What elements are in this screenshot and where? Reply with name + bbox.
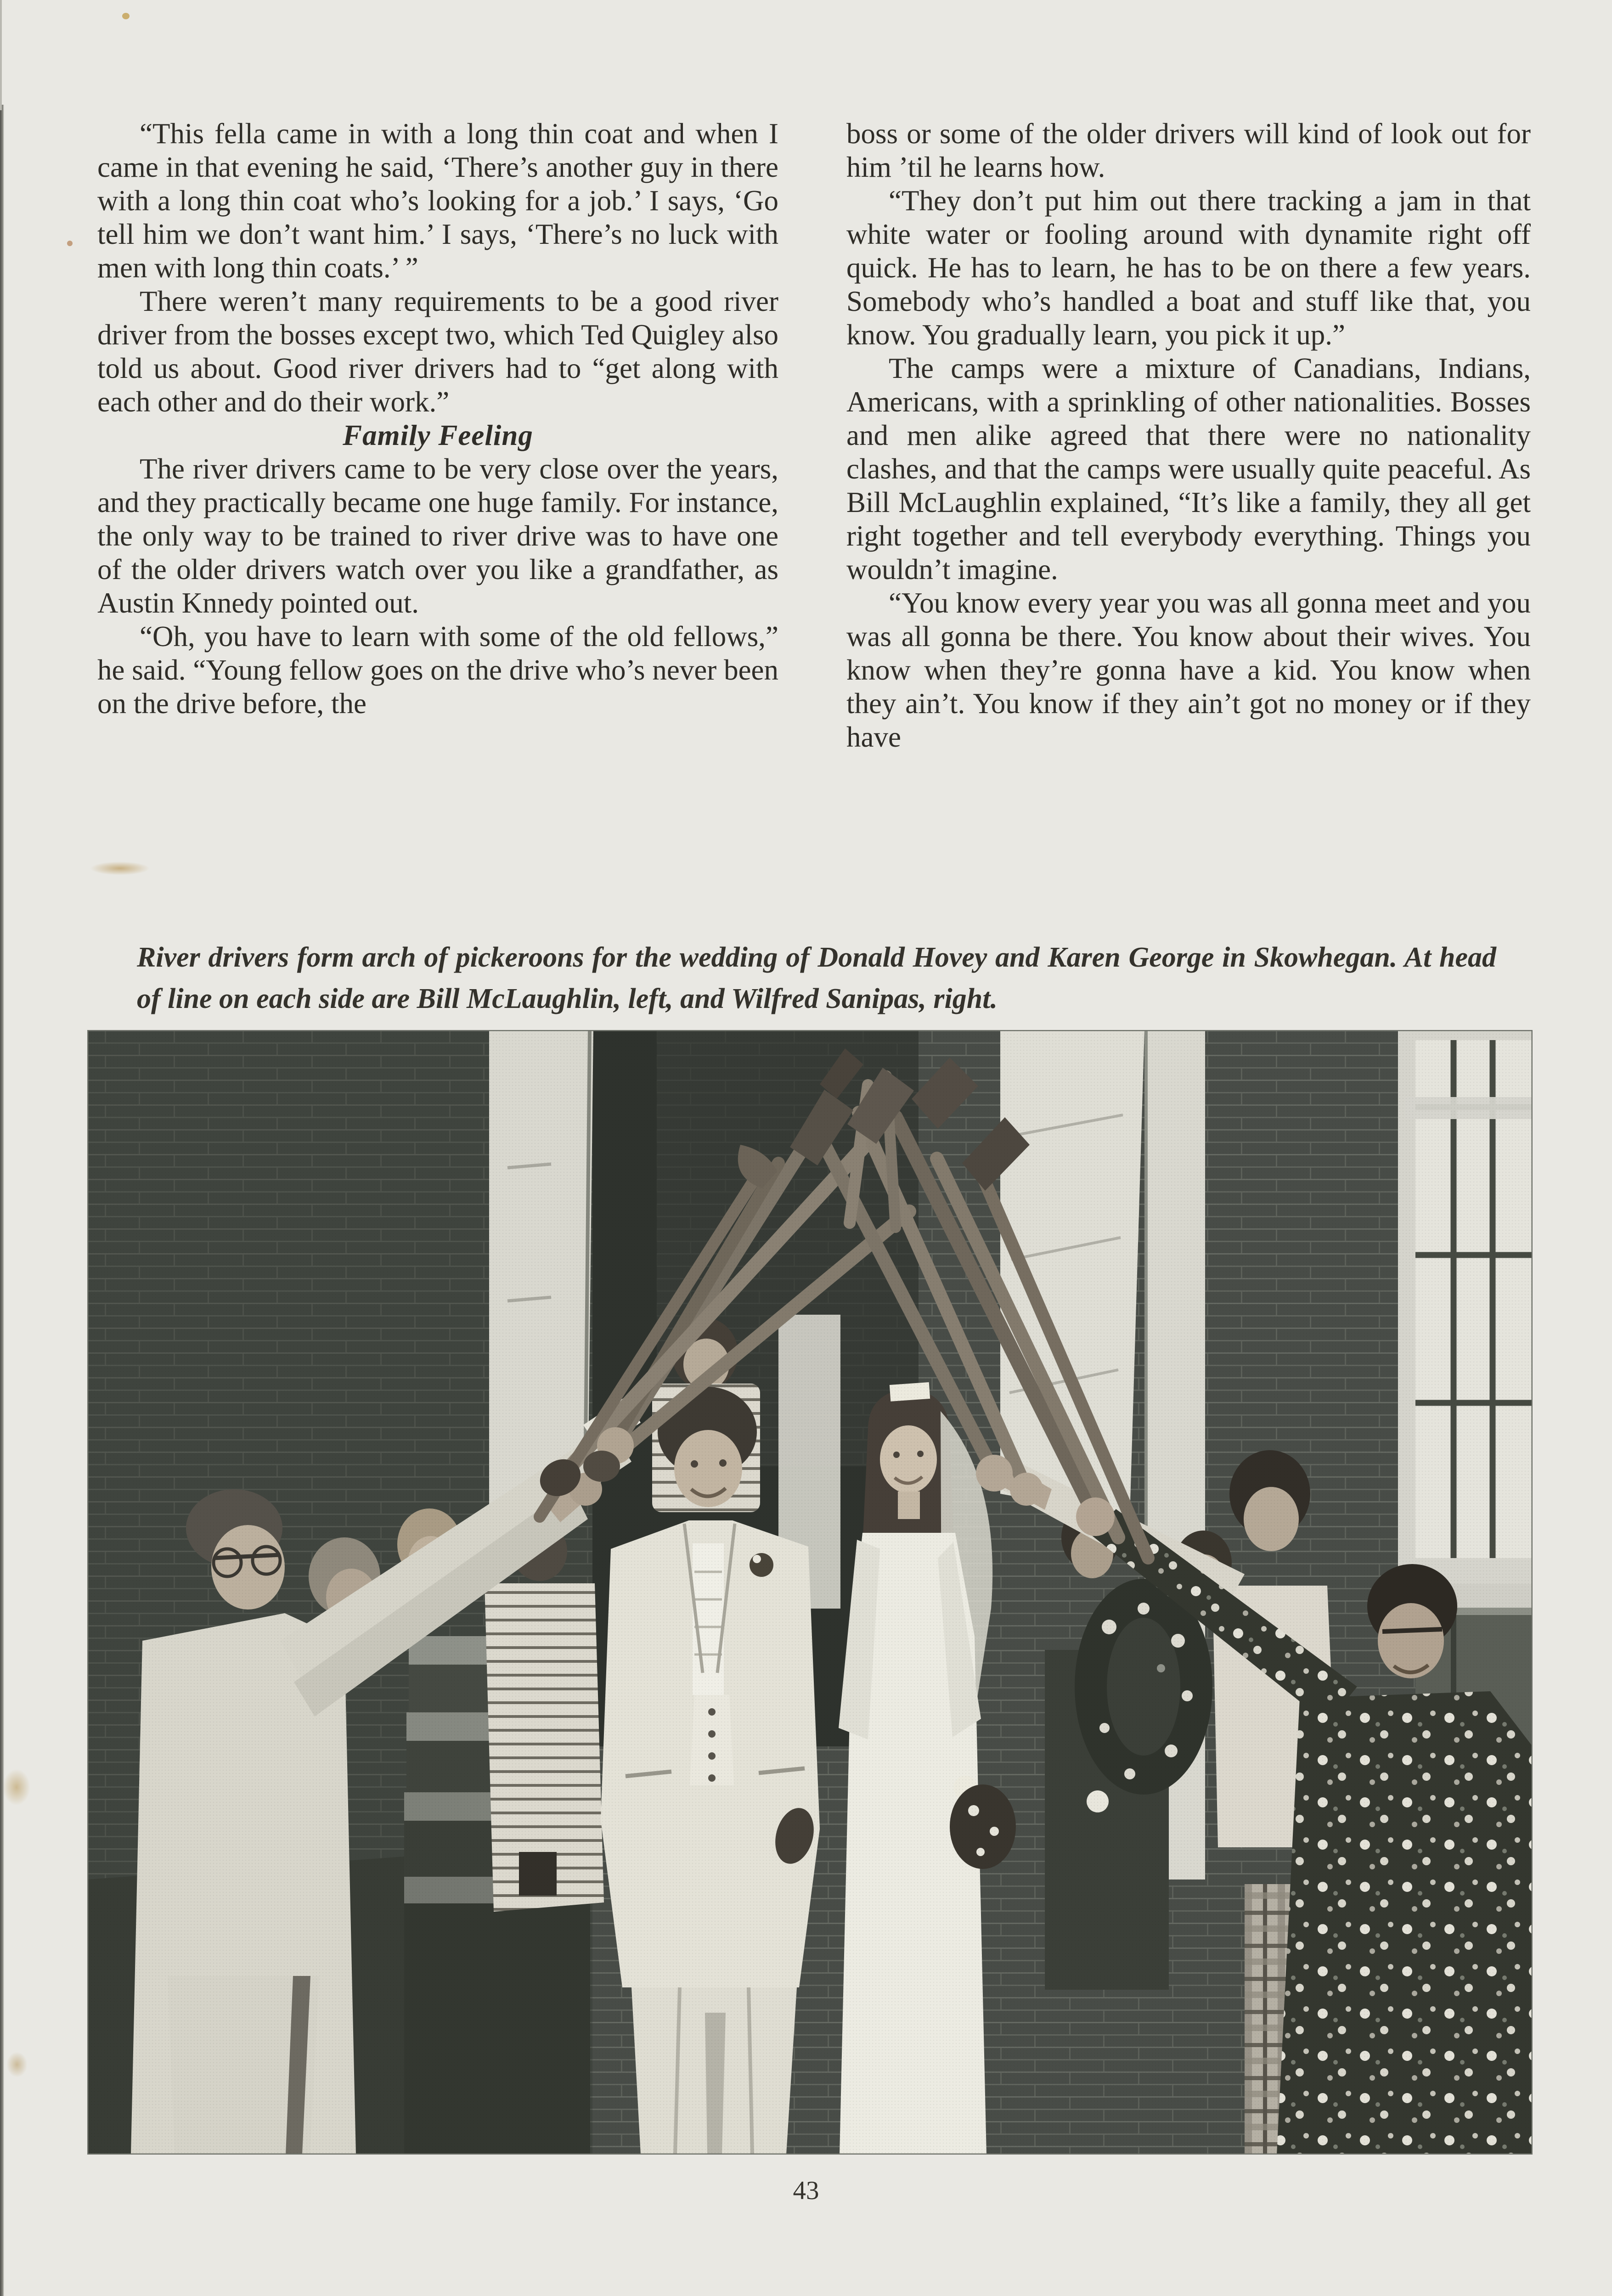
paper-stain [6, 2052, 28, 2077]
section-heading: Family Feeling [343, 419, 533, 451]
paper-speck [67, 241, 73, 246]
wedding-photo-art [87, 1030, 1533, 2155]
paper-speck [122, 13, 130, 19]
paper-stain [3, 1769, 30, 1806]
body-paragraph: “They don’t put him out there tracking a jam in that white water or fooling around with dynamite right off quick. He has to learn, he has to be on there a few years. Somebody who’s handled a boat and stuff like that, you know. You gradually learn, you pick it up.” [846, 185, 1531, 351]
body-paragraph: There weren’t many requirements to be a good river driver from the bosses except two, which Ted Quigley also told us about. Good river drivers had to “get along with each other and do their work.” [97, 285, 778, 418]
body-paragraph: The camps were a mixture of Canadians, Indians, Americans, with a sprinkling of other nationalities. Bosses and men alike agreed that there were no nationality clashes, and that the camps were usually quite peaceful. As Bill McLaughlin explained, “It’s like a family, they all get right together and tell everybody everything. Things you wouldn’t imagine. [846, 352, 1531, 585]
body-paragraph: boss or some of the older drivers will kind of look out for him ’til he learns how. [846, 118, 1531, 183]
right-column [846, 117, 1531, 754]
body-paragraph: “Oh, you have to learn with some of the old fellows,” he said. “Young fellow goes on the drive who’s never been on the drive before, the [97, 620, 778, 720]
halftone-overlay [87, 1030, 1533, 2155]
page-number: 43 [793, 2176, 819, 2205]
body-paragraph: “This fella came in with a long thin coat and when I came in that evening he said, ‘There’s another guy in there with a long thin coat who’s looking for a job.’ I says, ‘Go tell him we don’t want him.’ I says, ‘There’s no luck with men with long thin coats.’ ” [97, 118, 778, 284]
scan-edge-top [0, 0, 2, 110]
scan-edge [0, 105, 4, 2296]
body-paragraph: The river drivers came to be very close over the years, and they practically became one huge family. For instance, the only way to be trained to river drive was to have one of the older drivers watch over you like a grandfather, as Austin Knnedy pointed out. [97, 453, 778, 619]
photo-caption: River drivers form arch of pickeroons for the wedding of Donald Hovey and Karen George in Skowhegan. At head of line on each side are Bill McLaughlin, left, and Wilfred Sanipas, right. [137, 942, 1496, 1014]
left-column [97, 117, 778, 720]
body-paragraph: “You know every year you was all gonna meet and you was all gonna be there. You know about their wives. You know when they’re gonna have a kid. You know when they ain’t. You know if they ain’t got no money or if they have [846, 587, 1531, 753]
paper-stain [90, 861, 150, 875]
wedding-photo [87, 1030, 1533, 2155]
